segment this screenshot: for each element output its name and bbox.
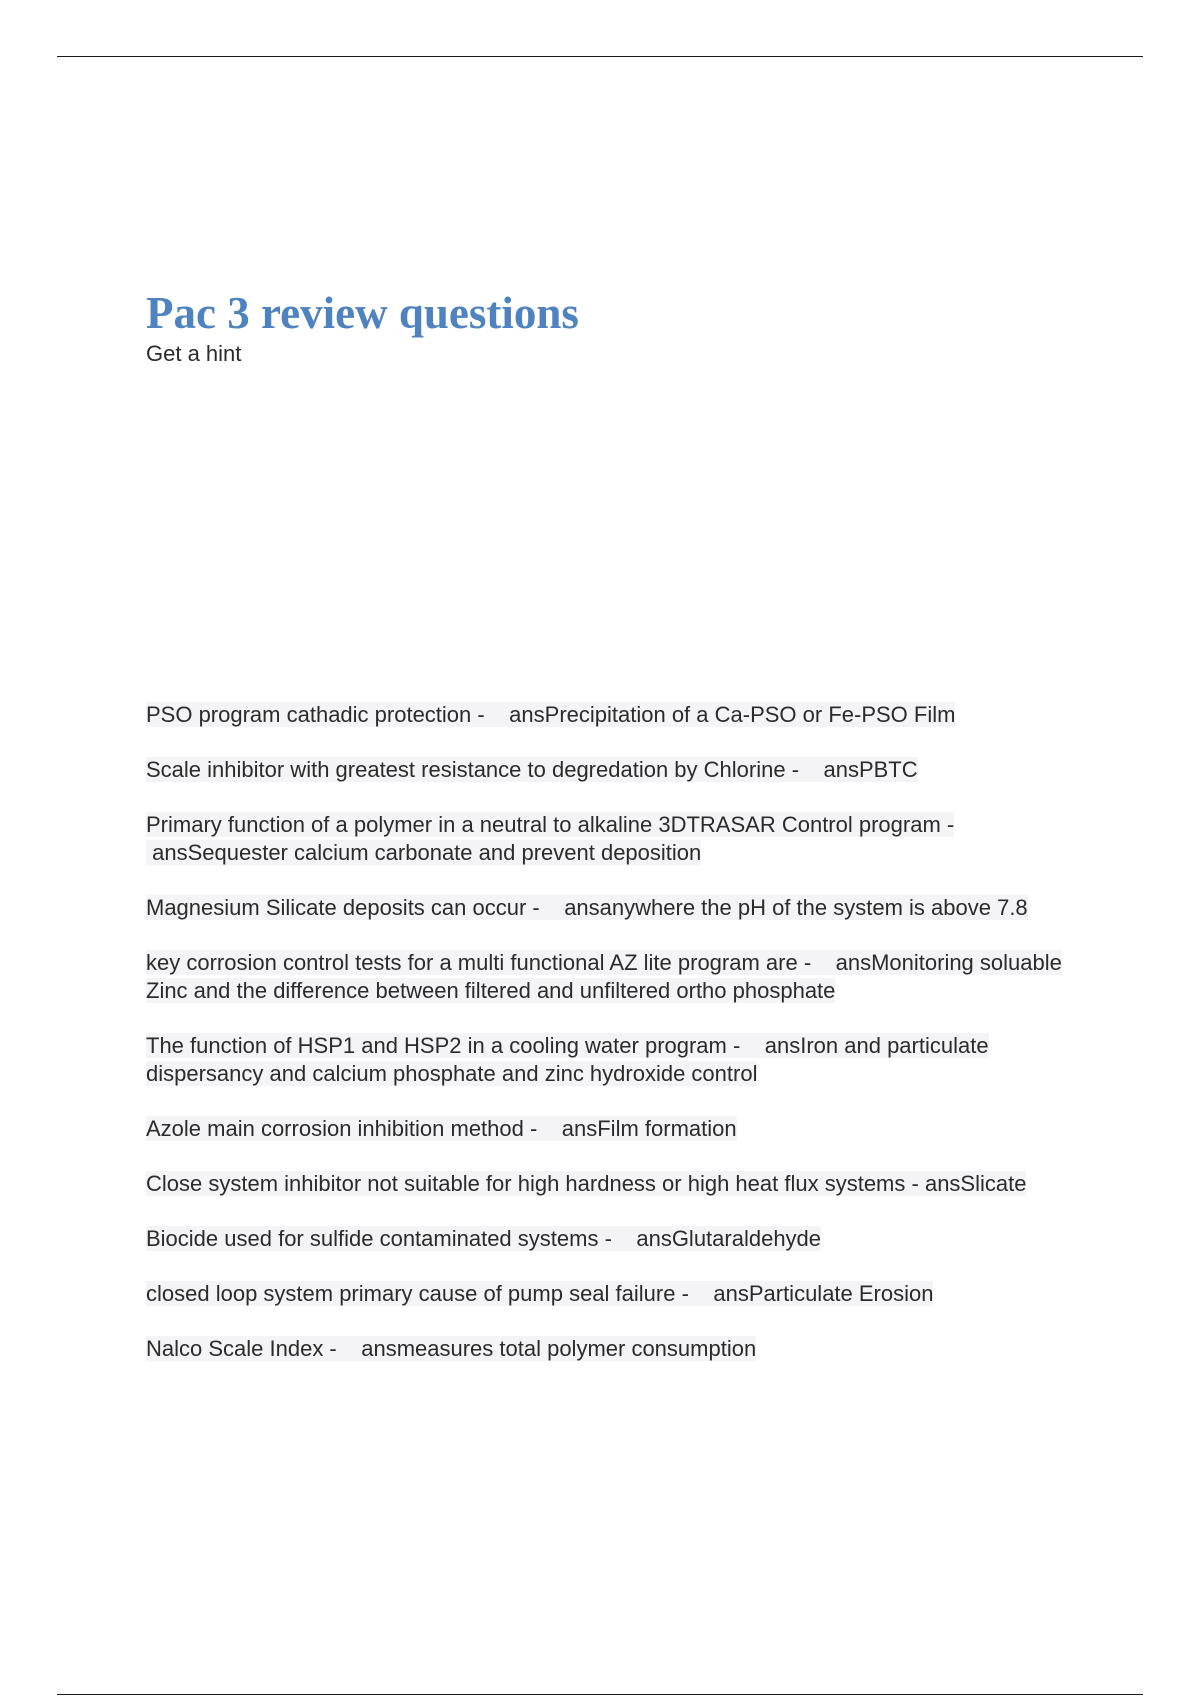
qa-item — [146, 811, 1086, 867]
answer-text: ansSlicate — [924, 1171, 1027, 1196]
answer-text: ansFilm formation — [561, 1116, 737, 1141]
answer-text: ansSequester calcium carbonate and prevent deposition — [152, 840, 702, 865]
qa-item — [146, 1335, 1086, 1363]
answer-text: ansIron and particulate dispersancy and calcium phosphate and zinc hydroxide control — [146, 1033, 989, 1086]
answer-text: ansParticulate Erosion — [713, 1281, 934, 1306]
answer-text: ansPBTC — [823, 757, 918, 782]
answer-text: ansanywhere the pH of the system is above 7.8 — [564, 895, 1028, 920]
question-text: Scale inhibitor with greatest resistance to degredation by Chlorine - — [146, 757, 800, 782]
question-text: Magnesium Silicate deposits can occur - — [146, 895, 540, 920]
answer-text: ansMonitoring soluable Zinc and the difference between filtered and unfiltered ortho phosphate — [146, 950, 1062, 1003]
question-text: The function of HSP1 and HSP2 in a cooling water program - — [146, 1033, 741, 1058]
page-title: Pac 3 review questions — [146, 288, 579, 338]
answer-text: ansGlutaraldehyde — [636, 1226, 822, 1251]
qa-item — [146, 1032, 1086, 1088]
qa-item — [146, 949, 1086, 1005]
qa-item — [146, 1225, 1086, 1253]
qa-item — [146, 756, 1086, 784]
question-text: Primary function of a polymer in a neutral to alkaline 3DTRASAR Control program - — [146, 812, 955, 837]
answer-text: ansPrecipitation of a Ca-PSO or Fe-PSO Film — [509, 702, 956, 727]
qa-item — [146, 894, 1086, 922]
qa-list — [146, 701, 1086, 1390]
qa-item — [146, 1115, 1086, 1143]
qa-item — [146, 1280, 1086, 1308]
question-text: Close system inhibitor not suitable for high hardness or high heat flux systems - — [146, 1171, 919, 1196]
question-text: Nalco Scale Index - — [146, 1336, 337, 1361]
question-text: key corrosion control tests for a multi functional AZ lite program are - — [146, 950, 812, 975]
qa-item — [146, 1170, 1086, 1198]
footer-rule — [57, 1694, 1143, 1695]
hint-text: Get a hint — [146, 341, 242, 366]
question-text: closed loop system primary cause of pump seal failure - — [146, 1281, 689, 1306]
question-text: Azole main corrosion inhibition method - — [146, 1116, 538, 1141]
question-text: PSO program cathadic protection - — [146, 702, 485, 727]
qa-item — [146, 701, 1086, 729]
header-rule — [57, 56, 1143, 57]
answer-text: ansmeasures total polymer consumption — [361, 1336, 757, 1361]
question-text: Biocide used for sulfide contaminated systems - — [146, 1226, 612, 1251]
